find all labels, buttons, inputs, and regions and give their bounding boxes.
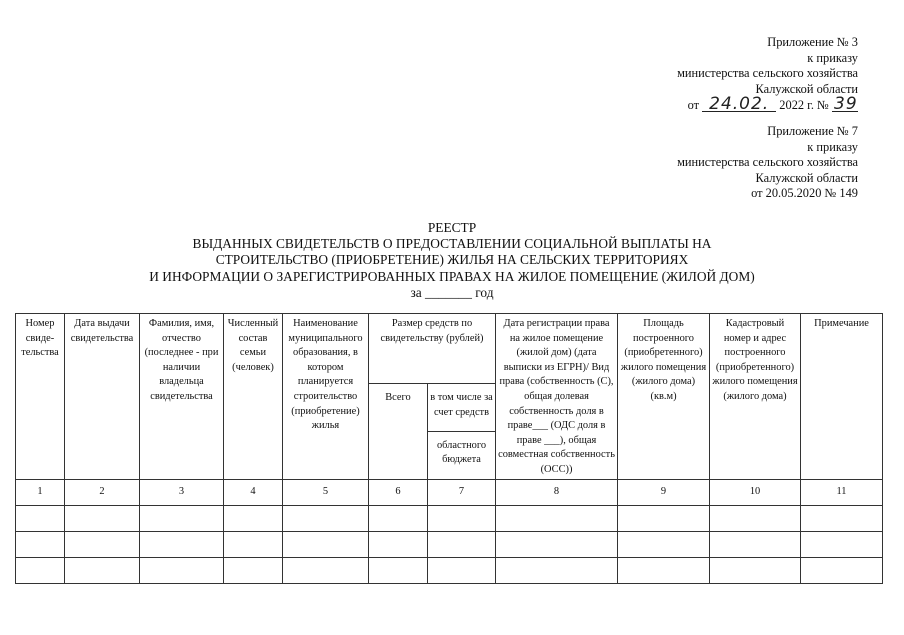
table-cell	[428, 505, 496, 531]
table-cell	[618, 557, 710, 583]
header-owner-name: Фамилия, имя, отчество (последнее - при наличии владельца свидетельства	[140, 314, 224, 480]
header-area: Площадь построенного (приобретенного) жилого помещения (жилого дома) (кв.м)	[618, 314, 710, 480]
table-cell	[16, 531, 65, 557]
table-cell	[496, 505, 618, 531]
header-row-1	[16, 314, 883, 384]
table-cell	[496, 531, 618, 557]
register-subtitle-2: СТРОИТЕЛЬСТВО (ПРИОБРЕТЕНИЕ) ЖИЛЬЯ НА СЕЛЬСКИХ ТЕРРИТОРИЯХ	[215, 252, 689, 268]
table-cell	[369, 531, 428, 557]
header-including: в том числе за счет средств	[428, 384, 496, 432]
table-cell	[140, 557, 224, 583]
table-cell	[16, 557, 65, 583]
register-year-line: за _______ год	[410, 284, 494, 300]
annex-3-order-label: к приказу	[807, 50, 858, 65]
annex-3-title: Приложение № 3	[767, 35, 858, 49]
header-family-size: Численный состав семьи (человек)	[224, 314, 283, 480]
table-cell	[710, 557, 801, 583]
table-cell	[224, 505, 283, 531]
header-amount: Размер средств по свидетельству (рублей)	[369, 314, 496, 384]
table-cell	[801, 505, 883, 531]
table-cell	[369, 557, 428, 583]
table-cell	[496, 557, 618, 583]
header-total: Всего	[369, 384, 428, 480]
column-number: 3	[140, 479, 224, 505]
header-registration-date: Дата регистрации права на жилое помещение (жилой дом) (дата выписки из ЕГРН)/ Вид права (собственность (С), общая долевая собственность доля в праве___ (ОДС доля в праве ___), общая совместная собственность (ОСС))	[496, 314, 618, 480]
table-cell	[65, 505, 140, 531]
register-title	[0, 220, 904, 301]
annex-3-year-text: 2022 г. №	[779, 98, 829, 113]
table-cell	[224, 557, 283, 583]
table-cell	[140, 505, 224, 531]
table-cell	[618, 531, 710, 557]
column-number: 9	[618, 479, 710, 505]
table-cell	[801, 531, 883, 557]
column-number: 8	[496, 479, 618, 505]
annex-3-date-line	[677, 94, 858, 115]
column-number: 5	[283, 479, 369, 505]
header-cadastral: Кадастровый номер и адрес построенного (приобретенного) жилого помещения (жилого дома)	[710, 314, 801, 480]
register-subtitle-3: И ИНФОРМАЦИИ О ЗАРЕГИСТРИРОВАННЫХ ПРАВАХ НА ЖИЛОЕ ПОМЕЩЕНИЕ (ЖИЛОЙ ДОМ)	[149, 268, 755, 284]
annex-7-ministry: министерства сельского хозяйства	[677, 155, 858, 170]
table-cell	[428, 531, 496, 557]
header-cert-number: Номер свиде-тельства	[16, 314, 65, 480]
table-row	[16, 531, 883, 557]
annex-7-title: Приложение № 7	[767, 124, 858, 138]
annex-7-region: Калужской области	[755, 170, 858, 185]
annex-3-region: Калужской области	[755, 81, 858, 96]
table-cell	[283, 505, 369, 531]
column-number-row	[16, 479, 883, 505]
annex-7-order-label: к приказу	[807, 139, 858, 154]
header-regional-budget: областного бюджета	[428, 431, 496, 479]
table-row	[16, 505, 883, 531]
register-table	[15, 313, 883, 584]
table-cell	[65, 531, 140, 557]
table-row	[16, 557, 883, 583]
table-cell	[618, 505, 710, 531]
table-cell	[140, 531, 224, 557]
table-cell	[283, 557, 369, 583]
order-annex-3	[677, 35, 858, 114]
annex-3-ministry: министерства сельского хозяйства	[677, 66, 858, 81]
annex-3-handwritten-date: 24.02.	[702, 97, 776, 112]
column-number: 1	[16, 479, 65, 505]
annex-3-date-prefix: от	[687, 98, 700, 113]
column-number: 2	[65, 479, 140, 505]
register-subtitle-1: ВЫДАННЫХ СВИДЕТЕЛЬСТВ О ПРЕДОСТАВЛЕНИИ СОЦИАЛЬНОЙ ВЫПЛАТЫ НА	[192, 236, 712, 252]
table-cell	[710, 531, 801, 557]
table-cell	[16, 505, 65, 531]
table-cell	[224, 531, 283, 557]
order-annex-7	[677, 124, 858, 202]
column-number: 4	[224, 479, 283, 505]
table-cell	[428, 557, 496, 583]
column-number: 7	[428, 479, 496, 505]
table-cell	[65, 557, 140, 583]
header-note: Примечание	[801, 314, 883, 480]
annex-3-handwritten-number: 39	[834, 94, 858, 115]
column-number: 11	[801, 479, 883, 505]
register-heading: РЕЕСТР	[427, 220, 477, 235]
table-cell	[283, 531, 369, 557]
column-number: 10	[710, 479, 801, 505]
table-cell	[369, 505, 428, 531]
column-number: 6	[369, 479, 428, 505]
annex-7-date: от 20.05.2020 № 149	[751, 186, 858, 201]
header-municipality: Наименование муниципального образования, в котором планируется строительство (приобретение) жилья	[283, 314, 369, 480]
table-cell	[801, 557, 883, 583]
table-cell	[710, 505, 801, 531]
header-issue-date: Дата выдачи свидетельства	[65, 314, 140, 480]
